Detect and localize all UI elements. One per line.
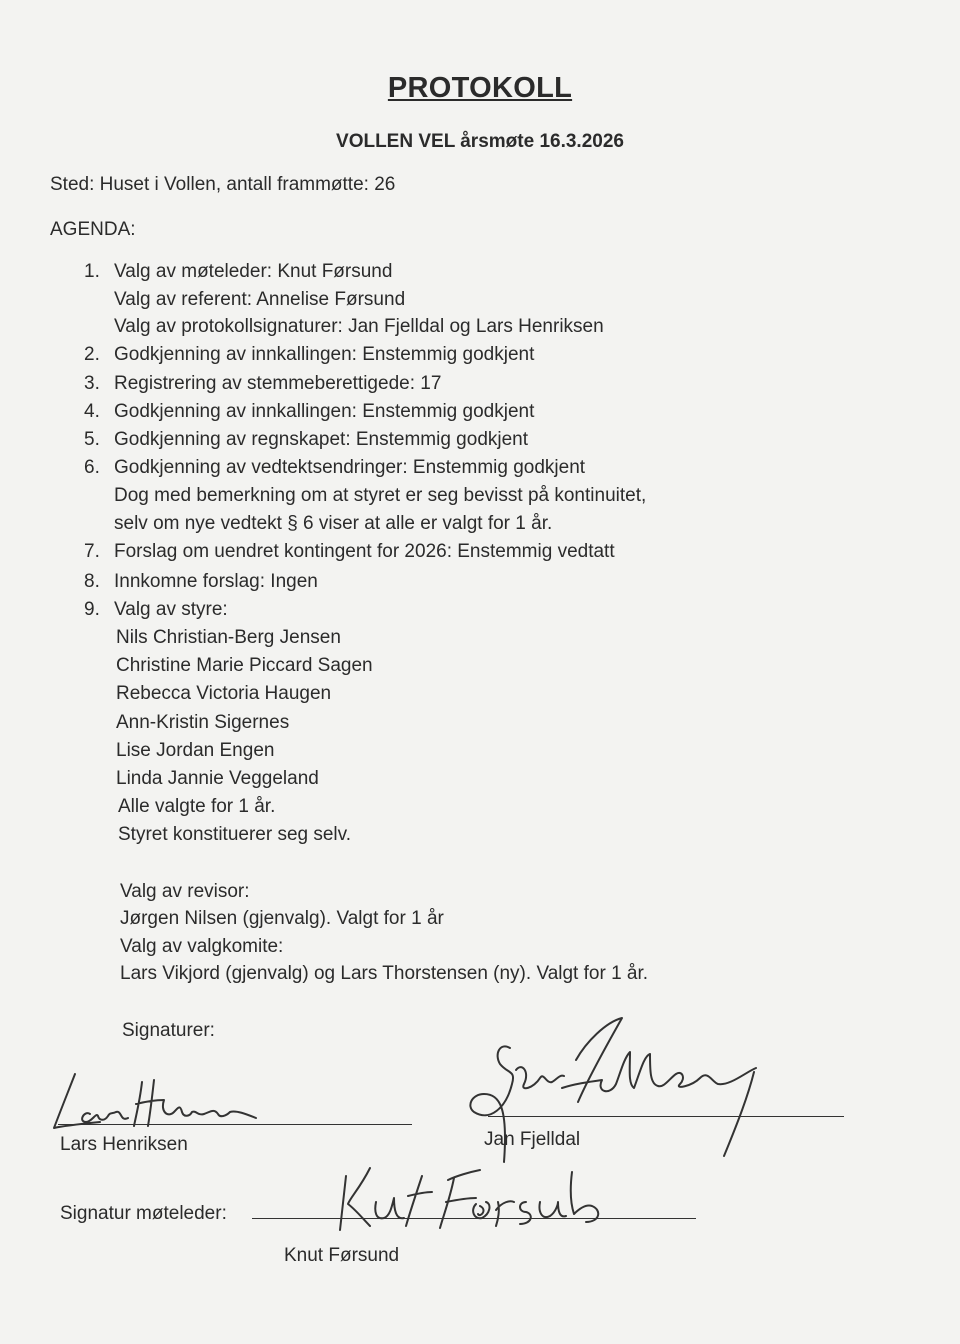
agenda-line: Valg av styre: <box>114 599 228 620</box>
agenda-line: Valg av referent: Annelise Førsund <box>114 289 406 310</box>
signature-line-right <box>488 1116 844 1117</box>
agenda-line: Dog med bemerkning om at styret er seg bevisst på kontinuitet, <box>114 485 647 506</box>
board-member: Rebecca Victoria Haugen <box>116 683 332 704</box>
chair-signature-label: Signatur møteleder: <box>60 1203 227 1224</box>
agenda-number: 1. <box>84 261 100 282</box>
signature-line-left <box>58 1124 412 1125</box>
document-title: PROTOKOLL <box>387 72 573 104</box>
agenda-number: 2. <box>84 344 100 365</box>
agenda-number: 5. <box>84 429 100 450</box>
document-subtitle: VOLLEN VEL årsmøte 16.3.2026 <box>336 131 624 152</box>
board-member: Linda Jannie Veggeland <box>116 768 319 789</box>
agenda-line: Jørgen Nilsen (gjenvalg). Valgt for 1 år <box>120 908 444 929</box>
signatures-label: Signaturer: <box>122 1020 215 1041</box>
agenda-line: Lars Vikjord (gjenvalg) og Lars Thorstensen (ny). Valgt for 1 år. <box>120 963 649 984</box>
agenda-line: Valg av protokollsignaturer: Jan Fjelldal og Lars Henriksen <box>114 316 604 337</box>
chair-name: Knut Førsund <box>284 1245 400 1266</box>
agenda-line: Godkjenning av innkallingen: Enstemmig godkjent <box>114 344 535 365</box>
agenda-number: 3. <box>84 373 100 394</box>
agenda-line: selv om nye vedtekt § 6 viser at alle er valgt for 1 år. <box>114 513 553 534</box>
board-member: Ann-Kristin Sigernes <box>116 712 290 733</box>
agenda-line: Valg av valgkomite: <box>120 936 284 957</box>
agenda-line: Alle valgte for 1 år. <box>118 796 276 817</box>
agenda-line: Registrering av stemmeberettigede: 17 <box>114 373 442 394</box>
agenda-line: Forslag om uendret kontingent for 2026: Enstemmig vedtatt <box>114 541 615 562</box>
board-member: Nils Christian-Berg Jensen <box>116 627 341 648</box>
agenda-line: Godkjenning av vedtektsendringer: Enstemmig godkjent <box>114 457 586 478</box>
signer-name-left: Lars Henriksen <box>60 1134 188 1155</box>
agenda-line: Styret konstituerer seg selv. <box>118 824 352 845</box>
agenda-heading: AGENDA: <box>50 219 136 240</box>
board-member: Lise Jordan Engen <box>116 740 275 761</box>
agenda-line: Innkomne forslag: Ingen <box>114 571 318 592</box>
board-member: Christine Marie Piccard Sagen <box>116 655 373 676</box>
signature-knut-forsund <box>330 1158 620 1238</box>
agenda-number: 6. <box>84 457 100 478</box>
meeting-location: Sted: Huset i Vollen, antall frammøtte: 26 <box>50 174 396 195</box>
agenda-line: Valg av revisor: <box>120 881 250 902</box>
agenda-line: Godkjenning av innkallingen: Enstemmig godkjent <box>114 401 535 422</box>
agenda-number: 7. <box>84 541 100 562</box>
agenda-number: 9. <box>84 599 100 620</box>
agenda-number: 8. <box>84 571 100 592</box>
agenda-number: 4. <box>84 401 100 422</box>
signer-name-right: Jan Fjelldal <box>484 1129 581 1150</box>
agenda-line: Godkjenning av regnskapet: Enstemmig godkjent <box>114 429 529 450</box>
agenda-line: Valg av møteleder: Knut Førsund <box>114 261 393 282</box>
signature-lars-henriksen <box>50 1060 280 1140</box>
